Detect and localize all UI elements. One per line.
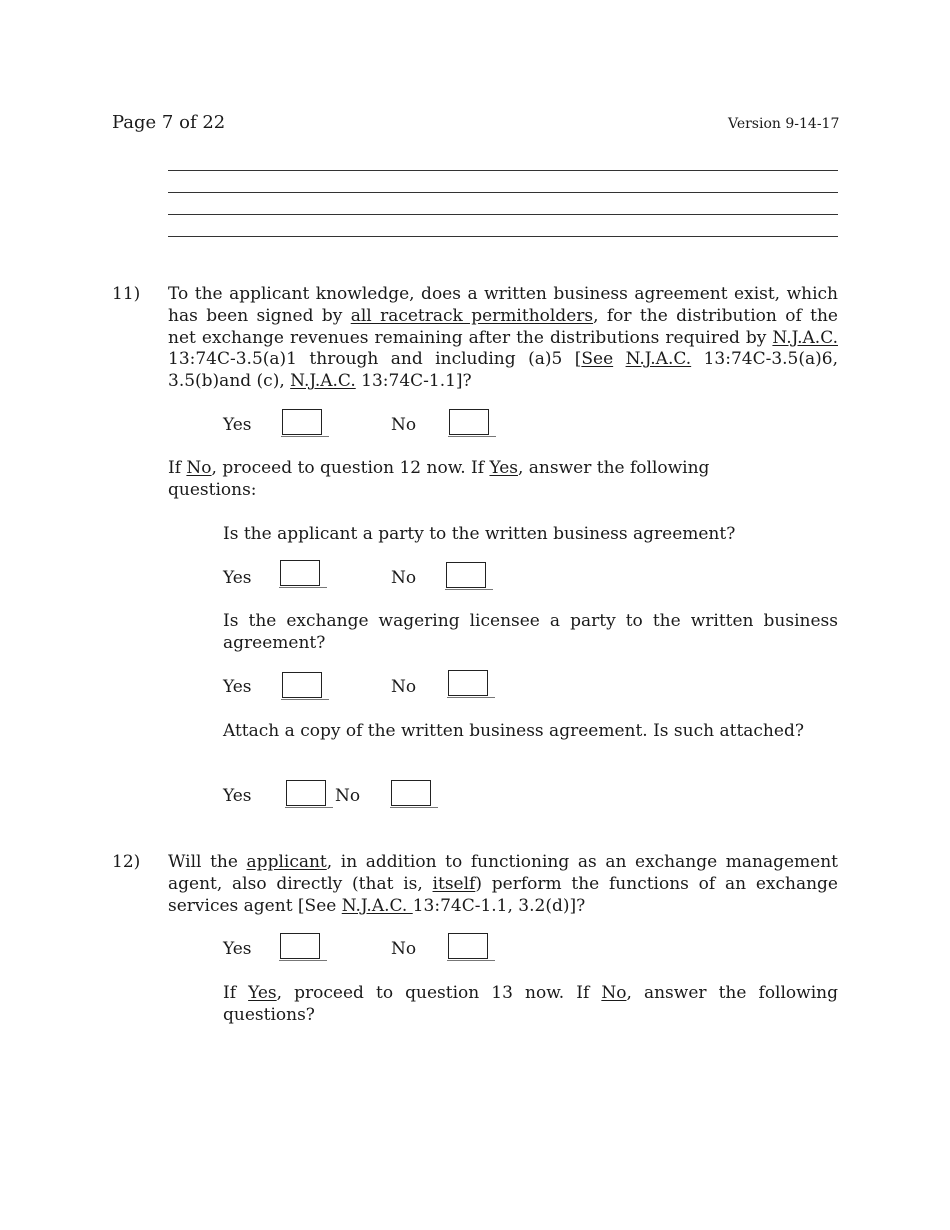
q12-yes-checkbox[interactable]: [280, 933, 320, 959]
q11-sub2-text: Is the exchange wagering licensee a party to the written business agreement?: [223, 611, 838, 653]
answer-line[interactable]: [168, 192, 838, 193]
q11-sub3-no-label: No: [335, 786, 361, 806]
q11-yes-checkbox[interactable]: [282, 409, 322, 435]
q11-sub1-no-label: No: [391, 568, 417, 588]
answer-line[interactable]: [168, 170, 838, 171]
q12-instruction: If Yes, proceed to question 13 now. If No, answer the following questions?: [223, 983, 838, 1025]
q11-sub3-yes-checkbox[interactable]: [286, 780, 326, 806]
q11-no-label: No: [391, 415, 417, 435]
page-number: Page 7 of 22: [112, 112, 226, 133]
q11-sub2-yes-checkbox[interactable]: [282, 672, 322, 698]
answer-line[interactable]: [168, 236, 838, 237]
q11-sub2-yes-label: Yes: [223, 677, 252, 697]
q11-sub1-text: Is the applicant a party to the written business agreement?: [223, 524, 736, 544]
q12-yes-label: Yes: [223, 939, 252, 959]
q11-no-checkbox[interactable]: [449, 409, 489, 435]
q11-instruction: If No, proceed to question 12 now. If Yes, answer the following questions:: [168, 458, 710, 500]
q11-sub1-yes-label: Yes: [223, 568, 252, 588]
q12-no-label: No: [391, 939, 417, 959]
question-11-number: 11): [112, 284, 141, 304]
q11-sub2-no-checkbox[interactable]: [448, 670, 488, 696]
question-11-text: To the applicant knowledge, does a written business agreement exist, which has been signed by all racetrack permitholders, for the distribution of the net exchange revenues remaining after the distributions required by N.J.A.C. 13:74C-3.5(a)1 through and including (a)5 [See N.J.A.C. 13:74C-3.5(a)6, 3.5(b)and (c), N.J.A.C. 13:74C-1.1]?: [168, 284, 838, 392]
q11-sub3-text: Attach a copy of the written business agreement. Is such attached?: [223, 721, 804, 741]
q11-sub3-no-checkbox[interactable]: [391, 780, 431, 806]
q11-yes-label: Yes: [223, 415, 252, 435]
version-label: Version 9-14-17: [728, 116, 840, 132]
q11-sub1-no-checkbox[interactable]: [446, 562, 486, 588]
q11-sub1-yes-checkbox[interactable]: [280, 560, 320, 586]
q11-sub2-no-label: No: [391, 677, 417, 697]
q12-no-checkbox[interactable]: [448, 933, 488, 959]
question-12-number: 12): [112, 852, 141, 872]
q11-sub3-yes-label: Yes: [223, 786, 252, 806]
answer-line[interactable]: [168, 214, 838, 215]
question-12-text: Will the applicant, in addition to functioning as an exchange management agent, also directly (that is, itself) perform the functions of an exchange services agent [See N.J.A.C. 13:74C-1.1, 3.2(d)]?: [168, 852, 839, 916]
